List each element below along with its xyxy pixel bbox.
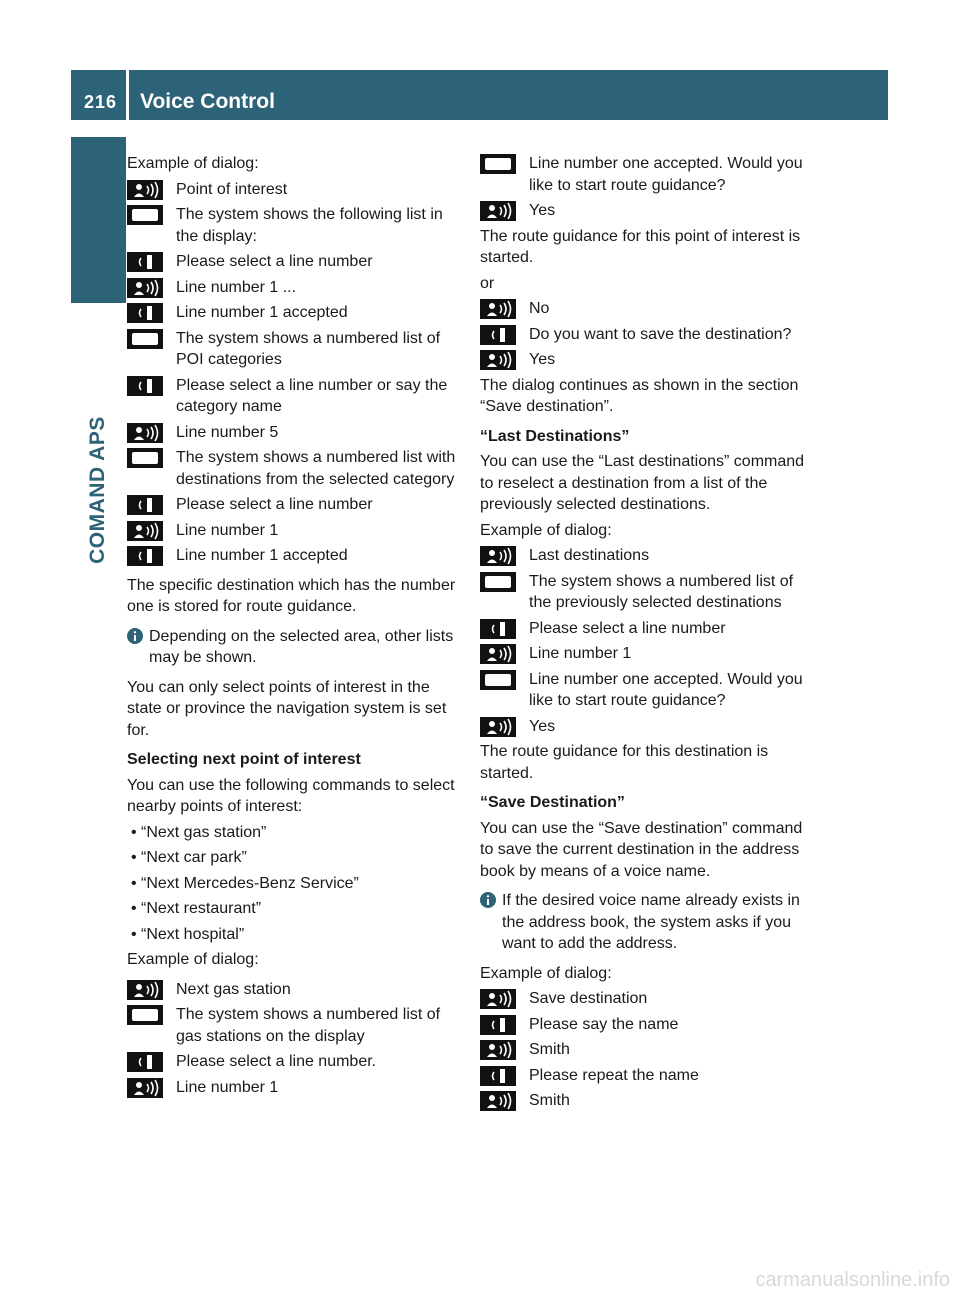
speaker-icon bbox=[480, 325, 516, 345]
or-text: or bbox=[480, 274, 495, 292]
page-number: 216 bbox=[84, 92, 118, 112]
bullet-text: “Next gas station” bbox=[141, 823, 267, 841]
side-label: COMAND APS bbox=[86, 416, 109, 564]
dialog-row bbox=[480, 545, 815, 567]
info-note-text: If the desired voice name already exists in the address book, the system asks if you want to add the address. bbox=[502, 892, 800, 952]
dialog-row bbox=[127, 1077, 462, 1099]
dialog-text: Line number 1 accepted bbox=[176, 304, 348, 321]
bullet-mark: • bbox=[131, 849, 137, 866]
dialog-text: Line number 1 bbox=[176, 521, 279, 539]
speech-icon bbox=[127, 278, 163, 298]
bullet-text: “Next restaurant” bbox=[141, 900, 262, 917]
dialog-text: Please say the name bbox=[529, 1015, 679, 1033]
info-note-text: Depending on the selected area, other lists may be shown. bbox=[149, 627, 454, 666]
info-note bbox=[480, 890, 815, 955]
paragraph: You can use the “Save destination” command to save the current destination in the address book by means of a voice name. bbox=[480, 819, 803, 880]
speaker-icon bbox=[127, 376, 163, 396]
subheading: Selecting next point of interest bbox=[127, 751, 361, 768]
example-label: Example of dialog: bbox=[480, 964, 612, 982]
dialog-row bbox=[127, 422, 462, 444]
section-title: Voice Control bbox=[140, 90, 275, 113]
dialog-text: The system shows a numbered list of the previously selected destinations bbox=[529, 572, 794, 611]
speech-icon bbox=[480, 299, 516, 319]
info-icon bbox=[480, 892, 496, 908]
dialog-row bbox=[480, 618, 815, 640]
bullet-text: “Next Mercedes-Benz Service” bbox=[141, 874, 359, 892]
dialog-row bbox=[127, 204, 462, 247]
dialog-row bbox=[127, 520, 462, 542]
dialog-text: Please select a line number or say the category name bbox=[176, 376, 448, 415]
dialog-row bbox=[480, 1039, 815, 1061]
speech-icon bbox=[480, 546, 516, 566]
dialog-row bbox=[127, 302, 462, 324]
dialog-text: Point of interest bbox=[176, 180, 288, 198]
dialog-list bbox=[480, 545, 815, 737]
dialog-text: Line number 1 accepted bbox=[176, 547, 348, 564]
paragraph: You can only select points of interest in the state or province the navigation system is set for. bbox=[127, 678, 447, 739]
display-icon bbox=[480, 670, 516, 690]
bullet-mark: • bbox=[131, 925, 137, 943]
speech-icon bbox=[480, 350, 516, 370]
dialog-row bbox=[480, 153, 815, 196]
bullet-item bbox=[127, 847, 462, 869]
dialog-list bbox=[480, 298, 815, 371]
info-icon bbox=[127, 628, 143, 644]
dialog-list bbox=[480, 153, 815, 222]
subheading: “Save Destination” bbox=[480, 794, 625, 811]
dialog-list bbox=[480, 988, 815, 1112]
dialog-text: The system shows a numbered list of POI categories bbox=[176, 329, 441, 368]
watermark: carmanualsonline.info bbox=[755, 1269, 950, 1291]
dialog-text: Please repeat the name bbox=[529, 1066, 699, 1084]
dialog-row bbox=[480, 643, 815, 665]
dialog-text: Line number one accepted. Would you like to start route guidance? bbox=[529, 670, 803, 709]
dialog-row bbox=[127, 1004, 462, 1047]
display-icon bbox=[127, 205, 163, 225]
speaker-icon bbox=[127, 1052, 163, 1072]
dialog-row bbox=[480, 298, 815, 320]
dialog-row bbox=[480, 349, 815, 371]
speaker-icon bbox=[127, 252, 163, 272]
dialog-list bbox=[127, 179, 462, 567]
dialog-text: No bbox=[529, 300, 550, 317]
dialog-row bbox=[480, 1065, 815, 1087]
paragraph: The specific destination which has the number one is stored for route guidance. bbox=[127, 576, 456, 615]
dialog-text: Line number 1 bbox=[529, 645, 632, 662]
bullet-item bbox=[127, 924, 462, 946]
speech-icon bbox=[127, 1078, 163, 1098]
display-icon bbox=[480, 154, 516, 174]
dialog-text: Save destination bbox=[529, 990, 648, 1007]
dialog-text: Next gas station bbox=[176, 980, 291, 998]
speaker-icon bbox=[127, 546, 163, 566]
subheading: “Last Destinations” bbox=[480, 427, 630, 445]
right-column bbox=[480, 153, 815, 1116]
bullet-item bbox=[127, 873, 462, 895]
bullet-mark: • bbox=[131, 900, 137, 917]
speaker-icon bbox=[480, 1066, 516, 1086]
example-label: Example of dialog: bbox=[480, 521, 612, 539]
dialog-text: Line number 5 bbox=[176, 423, 279, 441]
dialog-row bbox=[480, 988, 815, 1010]
left-column bbox=[127, 153, 462, 1102]
dialog-row bbox=[480, 324, 815, 346]
paragraph: The dialog continues as shown in the section “Save destination”. bbox=[480, 376, 799, 415]
dialog-row bbox=[127, 277, 462, 299]
paragraph: You can use the following commands to select nearby points of interest: bbox=[127, 776, 455, 815]
speaker-icon bbox=[480, 619, 516, 639]
speaker-icon bbox=[480, 1015, 516, 1035]
speaker-icon bbox=[127, 495, 163, 515]
dialog-row bbox=[127, 545, 462, 567]
speech-icon bbox=[480, 1091, 516, 1111]
dialog-row bbox=[480, 669, 815, 712]
paragraph: The route guidance for this destination is started. bbox=[480, 743, 769, 782]
example-label: Example of dialog: bbox=[127, 155, 259, 172]
speech-icon bbox=[480, 717, 516, 737]
speech-icon bbox=[480, 201, 516, 221]
display-icon bbox=[127, 329, 163, 349]
dialog-text: Please select a line number. bbox=[176, 1053, 377, 1070]
dialog-row bbox=[127, 375, 462, 418]
display-icon bbox=[127, 448, 163, 468]
bullet-item bbox=[127, 898, 462, 920]
paragraph: You can use the “Last destinations” command to reselect a destination from a list of the previously selected destinations. bbox=[480, 453, 805, 513]
info-note bbox=[127, 626, 462, 669]
dialog-text: Please select a line number bbox=[176, 253, 373, 270]
dialog-text: Smith bbox=[529, 1092, 570, 1109]
display-icon bbox=[480, 572, 516, 592]
dialog-row bbox=[480, 1090, 815, 1112]
dialog-row bbox=[127, 179, 462, 201]
dialog-text: The system shows the following list in the display: bbox=[176, 206, 443, 245]
bullet-text: “Next car park” bbox=[141, 849, 247, 866]
dialog-row bbox=[127, 979, 462, 1001]
dialog-text: Please select a line number bbox=[529, 619, 726, 637]
display-icon bbox=[127, 1005, 163, 1025]
bullet-mark: • bbox=[131, 874, 137, 892]
speech-icon bbox=[480, 644, 516, 664]
bullet-item bbox=[127, 822, 462, 844]
dialog-row bbox=[127, 251, 462, 273]
speech-icon bbox=[127, 980, 163, 1000]
speech-icon bbox=[127, 423, 163, 443]
example-label: Example of dialog: bbox=[127, 951, 259, 968]
dialog-text: Yes bbox=[529, 351, 556, 368]
speech-icon bbox=[480, 1040, 516, 1060]
dialog-row bbox=[480, 571, 815, 614]
speech-icon bbox=[480, 989, 516, 1009]
bullet-mark: • bbox=[131, 823, 137, 841]
dialog-row bbox=[127, 328, 462, 371]
dialog-row bbox=[480, 1014, 815, 1036]
dialog-text: Please select a line number bbox=[176, 496, 373, 513]
dialog-text: Last destinations bbox=[529, 547, 650, 564]
dialog-list bbox=[127, 979, 462, 1099]
dialog-text: Smith bbox=[529, 1041, 570, 1058]
dialog-text: Do you want to save the destination? bbox=[529, 325, 792, 343]
dialog-text: Yes bbox=[529, 717, 556, 735]
bullet-text: “Next hospital” bbox=[141, 925, 245, 943]
dialog-text: Line number one accepted. Would you like to start route guidance? bbox=[529, 155, 803, 194]
paragraph: The route guidance for this point of interest is started. bbox=[480, 227, 801, 266]
dialog-text: Line number 1 bbox=[176, 1078, 279, 1096]
dialog-row bbox=[480, 200, 815, 222]
speech-icon bbox=[127, 521, 163, 541]
dialog-row bbox=[480, 716, 815, 738]
speaker-icon bbox=[127, 303, 163, 323]
dialog-text: Yes bbox=[529, 202, 556, 219]
dialog-row bbox=[127, 447, 462, 490]
side-tab bbox=[71, 137, 126, 303]
dialog-text: Line number 1 ... bbox=[176, 278, 297, 296]
dialog-row bbox=[127, 1051, 462, 1073]
bullet-list bbox=[127, 822, 462, 946]
speech-icon bbox=[127, 180, 163, 200]
dialog-text: The system shows a numbered list of gas stations on the display bbox=[176, 1006, 441, 1045]
dialog-text: The system shows a numbered list with destinations from the selected category bbox=[176, 449, 456, 488]
dialog-row bbox=[127, 494, 462, 516]
